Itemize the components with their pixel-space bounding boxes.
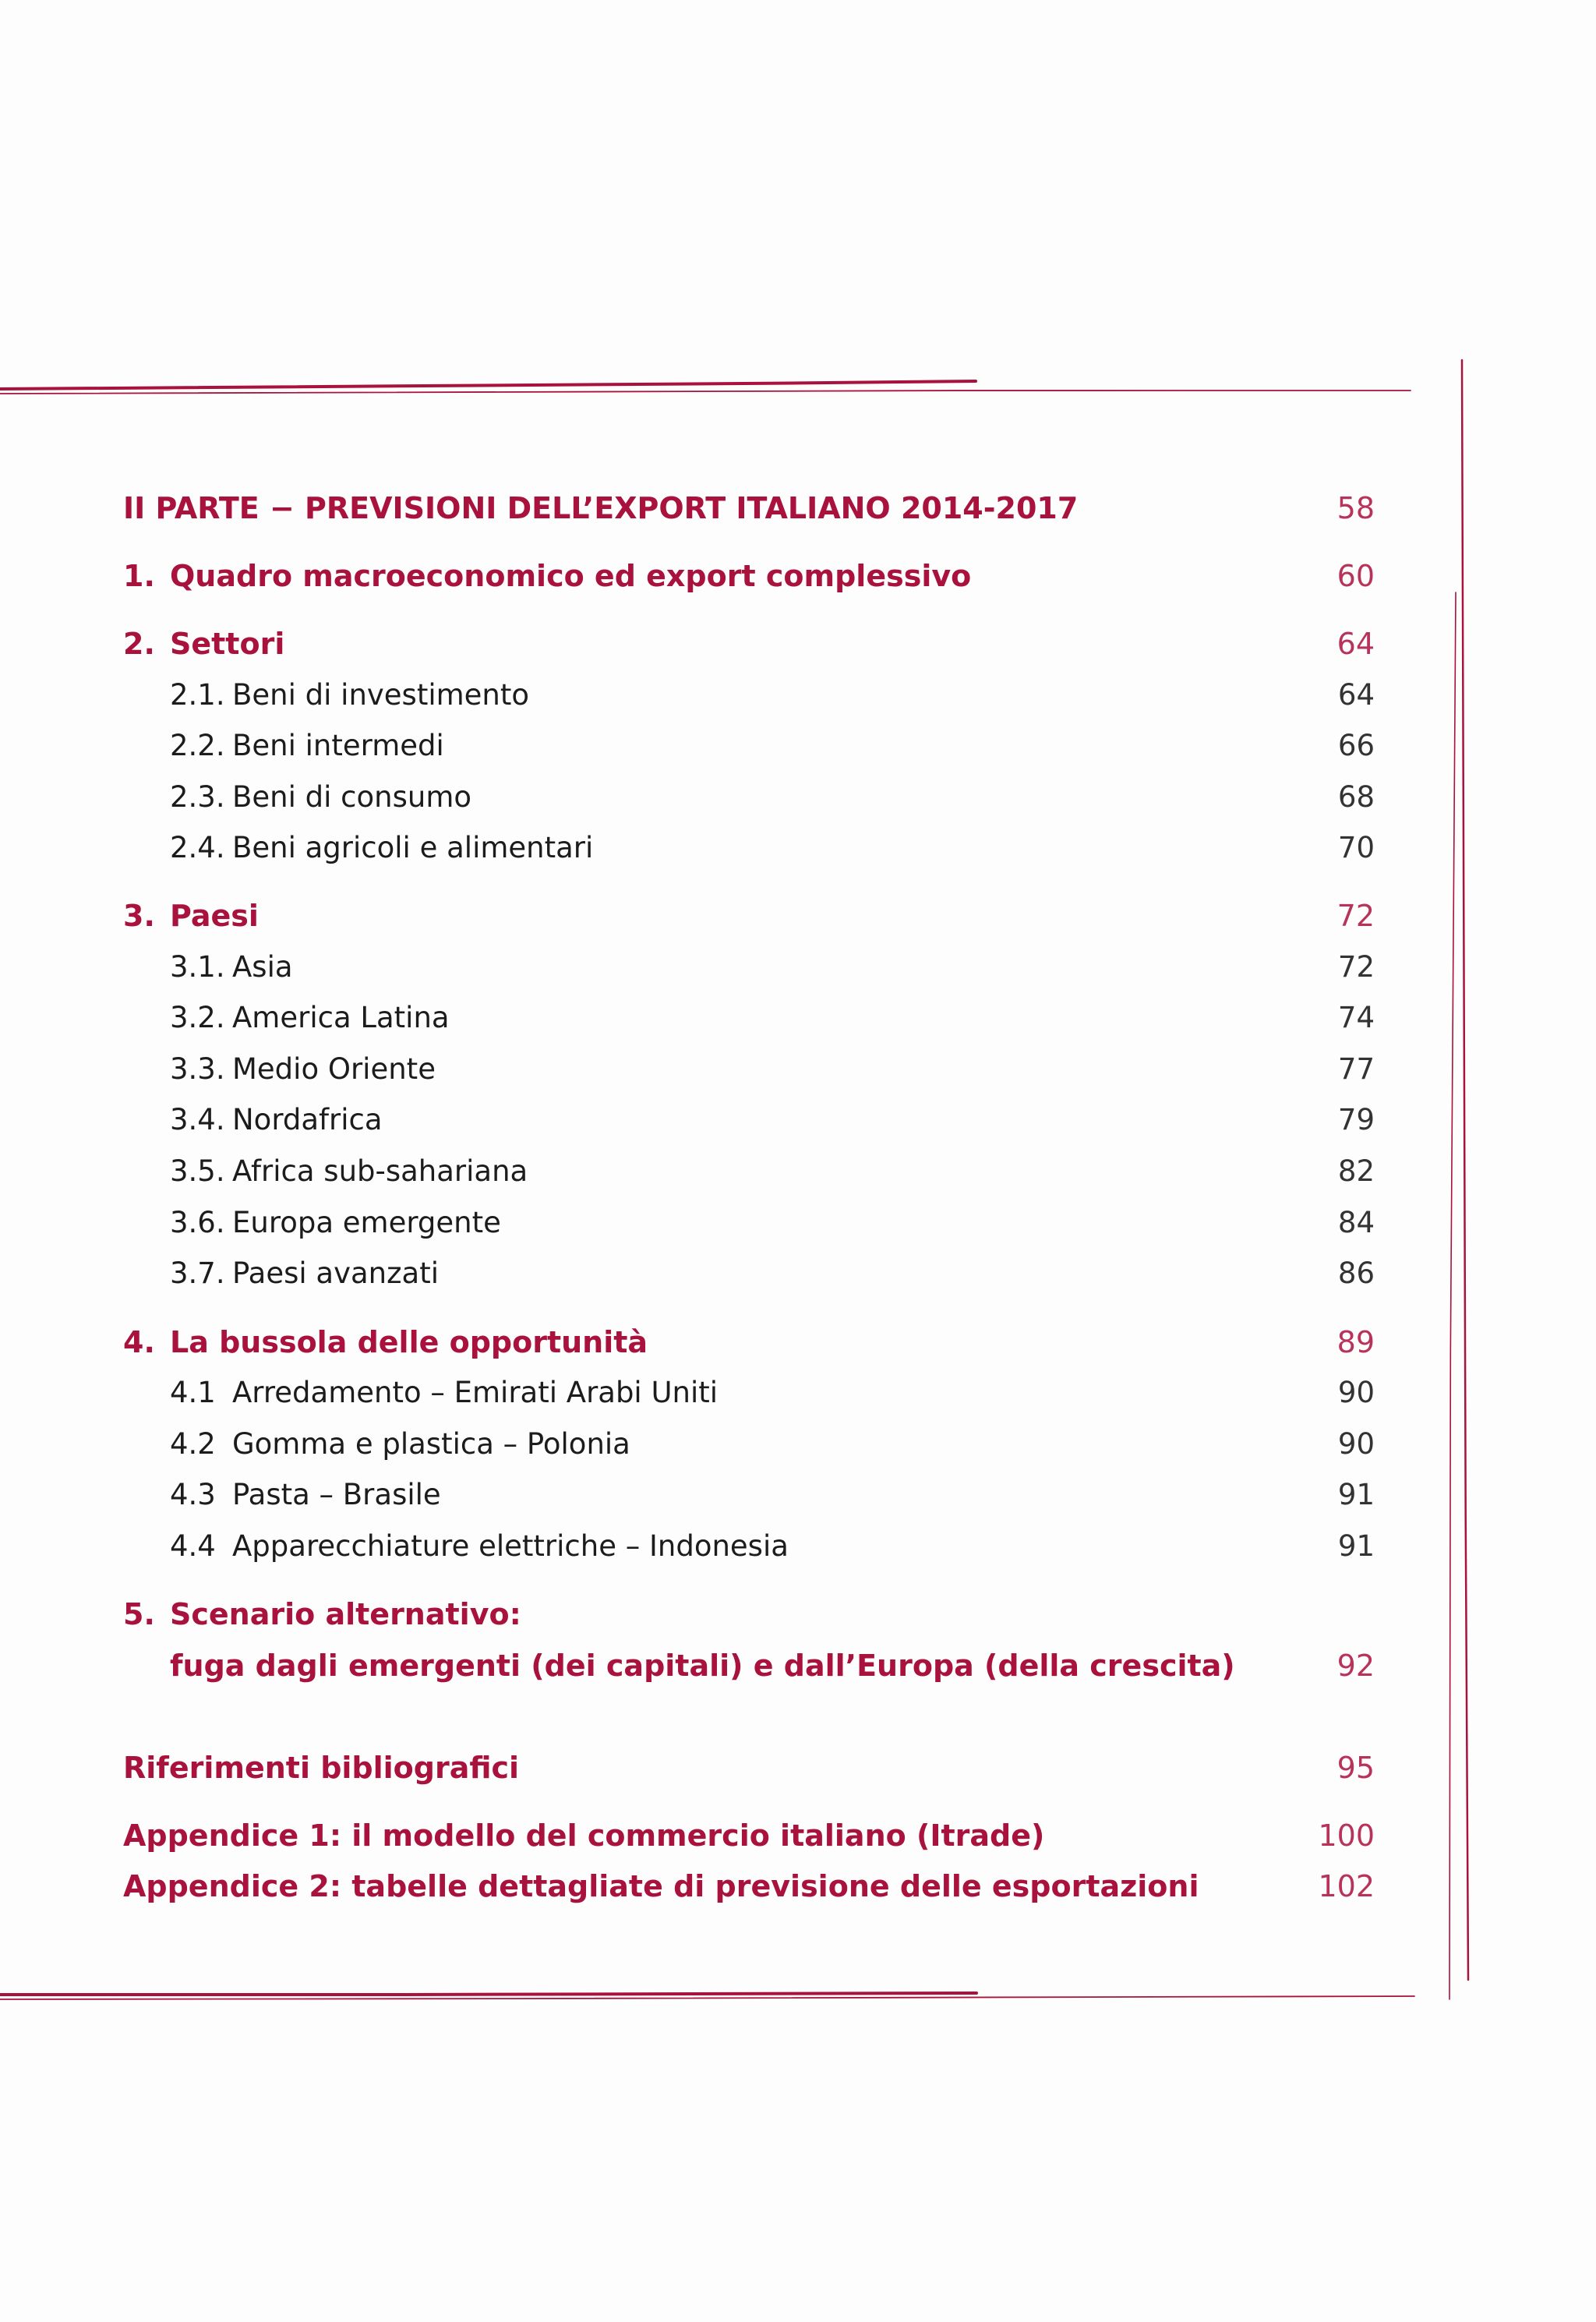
toc-entry-title: Beni agricoli e alimentari	[232, 831, 594, 864]
toc-entry-title: Settori	[170, 627, 285, 661]
toc-subsection-number: 3.7.	[170, 1256, 225, 1290]
toc-section-number: 4.	[123, 1325, 155, 1359]
toc-section-5-continuation[interactable]	[0, 1642, 1596, 1689]
toc-page-number: 82	[1337, 1154, 1375, 1188]
toc-page-number: 100	[1318, 1818, 1375, 1853]
toc-entry-title: America Latina	[232, 1001, 450, 1034]
toc-subsection[interactable]	[0, 1370, 1596, 1416]
toc-page-number: 64	[1337, 678, 1375, 712]
toc-subsection-number: 3.3.	[170, 1052, 225, 1086]
toc-subsection-number: 3.5.	[170, 1154, 225, 1188]
toc-page-number: 77	[1337, 1052, 1375, 1086]
toc-page-number: 60	[1336, 559, 1375, 593]
toc-page-number: 66	[1337, 729, 1375, 762]
toc-entry-title: Quadro macroeconomico ed export complessivo	[170, 559, 972, 593]
toc-subsection[interactable]	[0, 1046, 1596, 1093]
toc-page-number: 72	[1337, 950, 1375, 984]
toc-subsection[interactable]	[0, 774, 1596, 821]
toc-page-number: 90	[1337, 1376, 1375, 1409]
toc-appendix-1[interactable]	[0, 1812, 1596, 1859]
toc-entry-title: Arredamento – Emirati Arabi Uniti	[232, 1376, 719, 1409]
toc-subsection-number: 2.2.	[170, 729, 225, 762]
toc-subsection[interactable]	[0, 1523, 1596, 1570]
toc-page-number: 91	[1337, 1478, 1375, 1511]
toc-subsection[interactable]	[0, 672, 1596, 719]
toc-entry-title: Europa emergente	[232, 1206, 501, 1239]
toc-entry-title: Africa sub-sahariana	[232, 1154, 528, 1188]
toc-subsection-number: 4.3	[170, 1478, 216, 1511]
toc-page-number: 86	[1337, 1256, 1375, 1290]
toc-entry-title: Riferimenti bibliografici	[123, 1751, 520, 1785]
toc-subsection[interactable]	[0, 1250, 1596, 1297]
toc-subsection[interactable]	[0, 1097, 1596, 1143]
toc-subsection[interactable]	[0, 723, 1596, 769]
toc-appendix-2[interactable]	[0, 1863, 1596, 1910]
toc-entry-title: La bussola delle opportunità	[170, 1325, 648, 1359]
toc-subsection[interactable]	[0, 1200, 1596, 1246]
toc-subsection-number: 4.2	[170, 1427, 216, 1461]
toc-subsection[interactable]	[0, 1148, 1596, 1195]
toc-subsection-number: 2.1.	[170, 678, 225, 712]
toc-page-number: 72	[1336, 899, 1375, 933]
toc-entry-title: Medio Oriente	[232, 1052, 436, 1086]
toc-section-number: 3.	[123, 899, 155, 933]
toc-references[interactable]	[0, 1744, 1596, 1791]
toc-section-5[interactable]	[0, 1591, 1596, 1638]
toc-subsection-number: 3.4.	[170, 1103, 225, 1136]
toc-subsection-number: 3.1.	[170, 950, 225, 984]
toc-entry-title: Beni di consumo	[232, 780, 472, 814]
toc-page-number: 74	[1337, 1001, 1375, 1034]
toc-section-2[interactable]	[0, 620, 1596, 667]
toc-subsection[interactable]	[0, 1421, 1596, 1468]
toc-page-number: 89	[1336, 1325, 1375, 1359]
toc-section-3[interactable]	[0, 892, 1596, 939]
toc-page-number: 79	[1337, 1103, 1375, 1136]
toc-entry-title: Beni di investimento	[232, 678, 530, 712]
toc-subsection[interactable]	[0, 944, 1596, 991]
toc-subsection-number: 4.1	[170, 1376, 216, 1409]
toc-page-number: 58	[1336, 491, 1375, 525]
toc-page-number: 102	[1318, 1869, 1375, 1903]
toc-subsection[interactable]	[0, 825, 1596, 871]
toc-entry-title: Scenario alternativo:	[170, 1597, 521, 1631]
toc-page-number: 68	[1337, 780, 1375, 814]
toc-subsection-number: 2.4.	[170, 831, 225, 864]
toc-entry-title: Appendice 1: il modello del commercio italiano (Itrade)	[123, 1818, 1045, 1853]
toc-entry-title: Nordafrica	[232, 1103, 383, 1136]
toc-entry-title: Beni intermedi	[232, 729, 444, 762]
toc-subsection-number: 2.3.	[170, 780, 225, 814]
toc-subsection-number: 3.6.	[170, 1206, 225, 1239]
toc-entry-title: Asia	[232, 950, 293, 984]
toc-entry-title: Paesi	[170, 899, 259, 933]
toc-page-number: 64	[1336, 627, 1375, 661]
toc-entry-title: Apparecchiature elettriche – Indonesia	[232, 1529, 789, 1563]
toc-page-number: 92	[1336, 1649, 1375, 1683]
toc-entry-title: Gomma e plastica – Polonia	[232, 1427, 630, 1461]
toc-subsection-number: 3.2.	[170, 1001, 225, 1034]
toc-section-4[interactable]	[0, 1319, 1596, 1366]
toc-page-number: 95	[1336, 1751, 1375, 1785]
toc-section-number: 5.	[123, 1597, 155, 1631]
toc-entry-title: Appendice 2: tabelle dettagliate di previsione delle esportazioni	[123, 1869, 1199, 1903]
toc-part-heading[interactable]	[0, 485, 1596, 532]
toc-page-number: 91	[1337, 1529, 1375, 1563]
toc-entry-title-continued: fuga dagli emergenti (dei capitali) e dall’Europa (della crescita)	[170, 1649, 1235, 1683]
toc-page-number: 70	[1337, 831, 1375, 864]
toc-section-1[interactable]	[0, 553, 1596, 599]
toc-entry-title: Paesi avanzati	[232, 1256, 439, 1290]
toc-subsection[interactable]	[0, 1472, 1596, 1518]
toc-page-number: 90	[1337, 1427, 1375, 1461]
toc-subsection[interactable]	[0, 995, 1596, 1041]
toc-section-number: 2.	[123, 627, 155, 661]
toc-section-number: 1.	[123, 559, 155, 593]
toc-entry-title: Pasta – Brasile	[232, 1478, 441, 1511]
toc-entry-title: II PARTE − PREVISIONI DELL’EXPORT ITALIANO 2014-2017	[123, 491, 1079, 525]
toc-page-number: 84	[1337, 1206, 1375, 1239]
toc-subsection-number: 4.4	[170, 1529, 216, 1563]
